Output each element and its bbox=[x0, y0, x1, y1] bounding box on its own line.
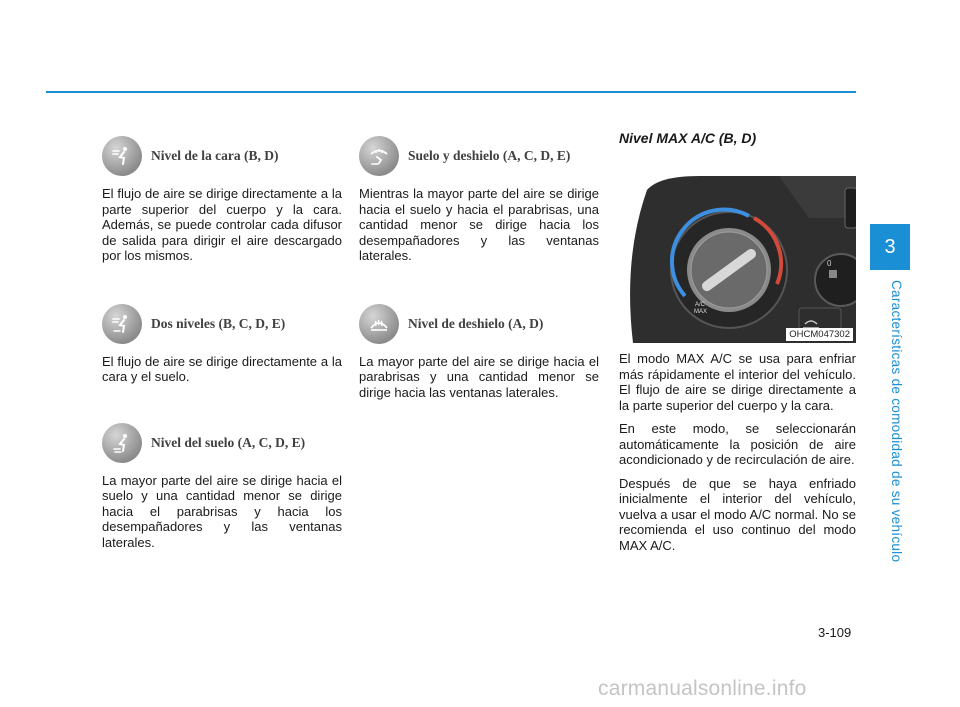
mode-bilevel-header bbox=[102, 304, 342, 344]
svg-text:MAX: MAX bbox=[694, 309, 708, 315]
chapter-title-vertical: Características de comodidad de su vehículo bbox=[889, 280, 904, 563]
mode-floor-header bbox=[102, 423, 342, 463]
chapter-tab: 3 bbox=[870, 224, 910, 270]
mode-floor-text: La mayor parte del aire se dirige hacia el suelo y una cantidad menor se dirige hacia el parabrisas y hacia los desempañadores y las ventanas laterales. bbox=[102, 472, 342, 550]
max-ac-paragraph-2: En este modo, se seleccionarán automáticamente la posición de aire acondicionado y de recirculación de aire. bbox=[619, 421, 856, 467]
mode-bilevel-text: El flujo de aire se dirige directamente a la cara y el suelo. bbox=[102, 353, 342, 384]
mode-floor-title: Nivel del suelo (A, C, D, E) bbox=[151, 434, 306, 450]
mode-defrost-text: La mayor parte del aire se dirige hacia el parabrisas y una cantidad menor se dirige hacia las ventanas laterales. bbox=[359, 353, 599, 400]
mode-defrost-title: Nivel de deshielo (A, D) bbox=[408, 315, 544, 331]
mode-bilevel-title: Dos niveles (B, C, D, E) bbox=[151, 315, 286, 331]
defrost-icon bbox=[359, 304, 399, 344]
photo-code-label: OHCM047302 bbox=[786, 328, 853, 341]
mode-defrost-header bbox=[359, 304, 599, 344]
bi-level-vent-icon bbox=[102, 304, 142, 344]
face-vent-icon bbox=[102, 136, 142, 176]
max-ac-paragraph-3: Después de que se haya enfriado inicialmente el interior del vehículo, vuelva a usar el modo A/C normal. No se recomienda el uso continuo del modo MAX A/C. bbox=[619, 475, 856, 553]
page-number: 3-109 bbox=[818, 625, 852, 640]
column-right bbox=[619, 130, 856, 553]
mode-floor-defrost-header bbox=[359, 136, 599, 176]
column-left bbox=[102, 130, 342, 550]
max-ac-heading: Nivel MAX A/C (B, D) bbox=[619, 130, 757, 146]
floor-vent-icon bbox=[102, 423, 142, 463]
column-middle bbox=[359, 130, 599, 400]
mode-face-header bbox=[102, 136, 342, 176]
mode-floor-defrost-title: Suelo y deshielo (A, C, D, E) bbox=[408, 148, 571, 163]
svg-text:A/C: A/C bbox=[695, 302, 706, 308]
header-rule bbox=[46, 91, 856, 93]
svg-text:0: 0 bbox=[827, 259, 832, 268]
mode-floor-defrost-text: Mientras la mayor parte del aire se dirige hacia el suelo y hacia el parabrisas, una cantidad menor se dirige hacia los desempañadores y las ventanas laterales. bbox=[359, 186, 599, 263]
mode-face-text: El flujo de aire se dirige directamente a la parte superior del cuerpo y la cara. Además, se puede controlar cada difusor de salida para dirigir el aire descargado por los mismos. bbox=[102, 186, 342, 263]
watermark: carmanualsonline.info bbox=[598, 677, 807, 700]
max-ac-paragraph-1: El modo MAX A/C se usa para enfriar más rápidamente el interior del vehículo. El flujo de aire se dirige directamente a la parte superior del cuerpo y la cara. bbox=[619, 351, 856, 413]
floor-defrost-icon bbox=[359, 136, 399, 176]
climate-control-photo bbox=[619, 158, 856, 343]
mode-face-title: Nivel de la cara (B, D) bbox=[151, 148, 279, 163]
